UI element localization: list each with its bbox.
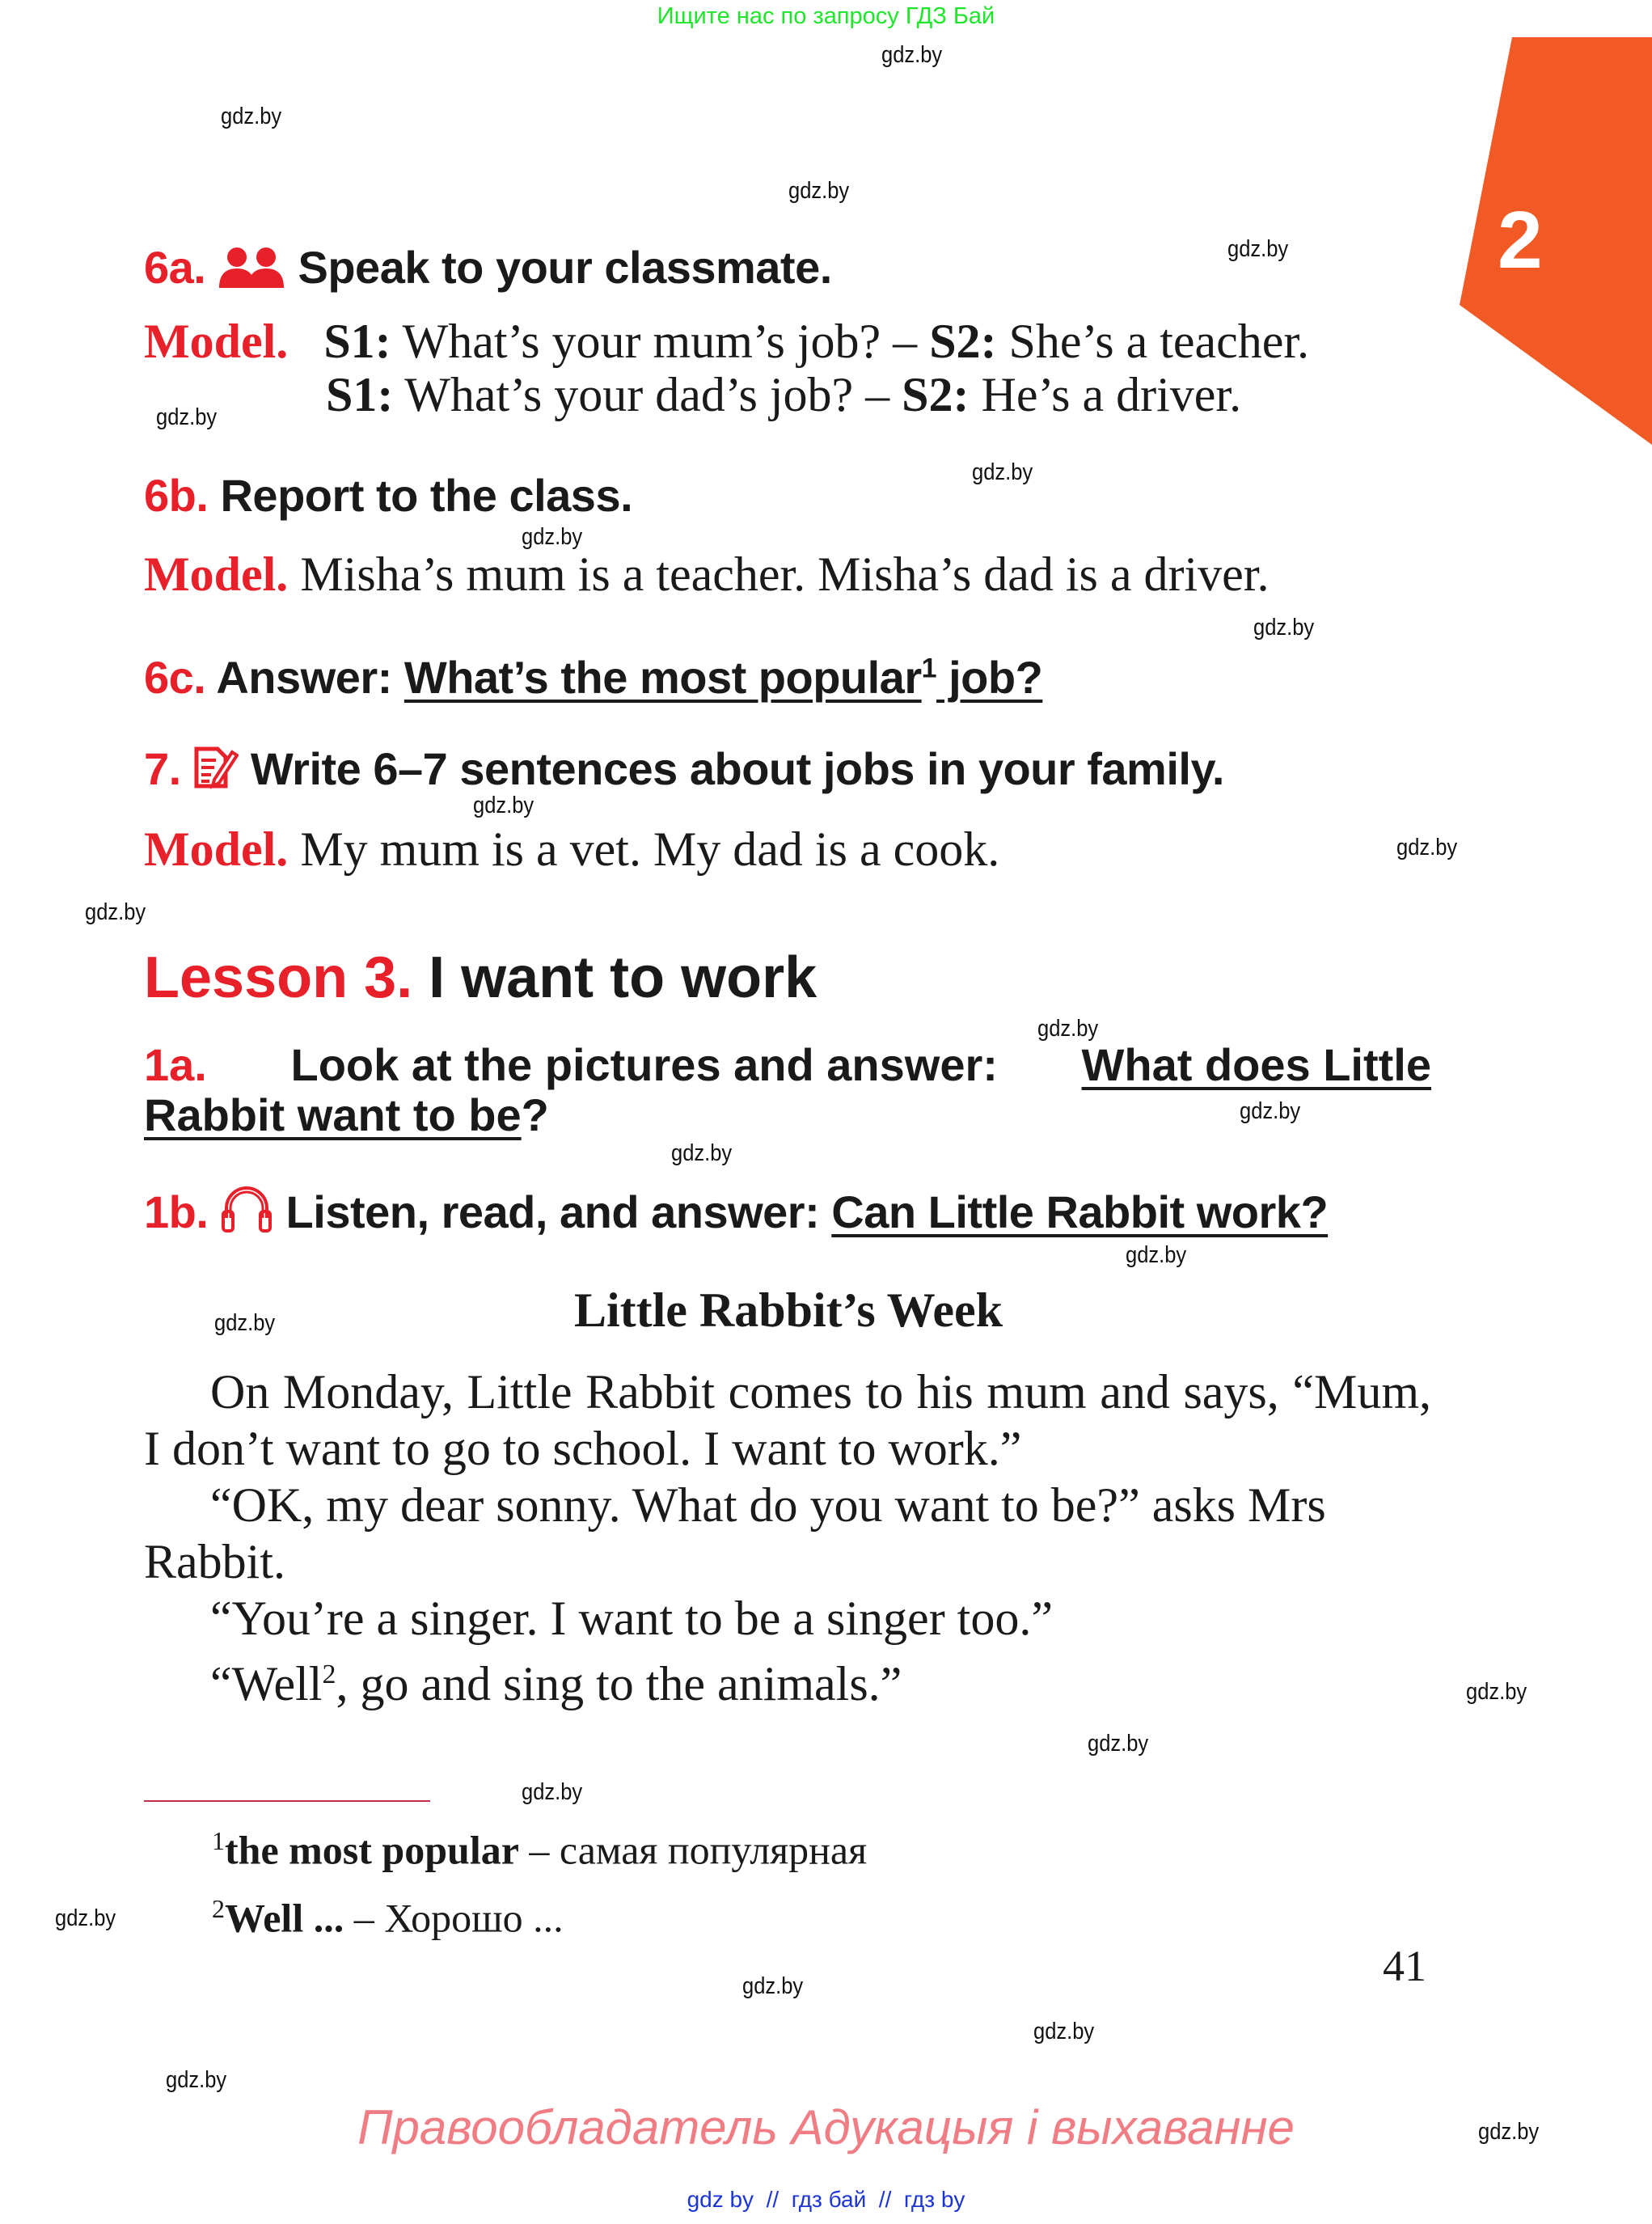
footer-links[interactable]: gdz by // гдз бай // гдз by (687, 2187, 965, 2212)
watermark: gdz.by (156, 404, 218, 430)
watermark: gdz.by (1240, 1098, 1301, 1124)
exercise-1b-heading (144, 1182, 1328, 1243)
answer-text: She’s a teacher. (996, 315, 1310, 368)
footnote-2 (212, 1879, 867, 1947)
exercise-instruction: Write 6–7 sentences about jobs in your family. (250, 743, 1224, 794)
watermark: gdz.by (1126, 1242, 1187, 1268)
footnote-1 (212, 1812, 867, 1879)
footnote-divider (144, 1800, 430, 1802)
watermark: gdz.by (522, 524, 583, 550)
watermark: gdz.by (972, 459, 1033, 485)
watermark: gdz.by (671, 1140, 733, 1166)
top-banner: Ищите нас по запросу ГДЗ Бай (657, 3, 995, 29)
question-text: What’s your mum’s job? – (391, 315, 930, 368)
watermark: gdz.by (1088, 1731, 1149, 1757)
story-paragraph: On Monday, Little Rabbit comes to his mum and says, “Mum, I don’t want to go to school. I want to work.” (144, 1365, 1431, 1475)
lesson-label: Lesson 3. (144, 945, 413, 1010)
story-paragraph: “OK, my dear sonny. What do you want to be?” asks Mrs Rabbit. (144, 1478, 1326, 1588)
watermark: gdz.by (1037, 1016, 1099, 1042)
story-body (144, 1364, 1431, 1712)
watermark: gdz.by (55, 1905, 116, 1931)
speaker-s2: S2: (902, 368, 970, 421)
exercise-1a-line-2 (144, 1090, 1431, 1140)
question-mark: ? (521, 1089, 549, 1140)
exercise-6a-heading (144, 241, 832, 298)
question-text: What’s your dad’s job? – (393, 368, 902, 421)
story-paragraph: “You’re a singer. I want to be a singer too.” (210, 1592, 1053, 1645)
speaker-s2: S2: (929, 315, 997, 368)
model-6a-line-1 (144, 314, 1309, 370)
exercise-number: 1a. (144, 1039, 207, 1090)
exercise-instruction: Speak to your classmate. (298, 242, 832, 293)
pair-work-icon (218, 246, 285, 298)
exercise-question: What’s the most popular (403, 652, 922, 703)
watermark: gdz.by (742, 1973, 804, 1999)
story-text: “Well (210, 1657, 323, 1710)
exercise-number: 6b. (144, 470, 209, 521)
watermark: gdz.by (1253, 615, 1315, 641)
footnote-translation: самая популярная (559, 1827, 868, 1873)
exercise-prefix: Listen, read, and answer: (285, 1186, 832, 1237)
model-label: Model. (144, 822, 289, 876)
watermark: gdz.by (473, 793, 534, 818)
watermark: gdz.by (214, 1310, 276, 1336)
exercise-prefix: Answer: (216, 652, 404, 703)
exercise-question-cont: Rabbit want to be (144, 1089, 522, 1140)
exercise-prefix: Look at the pictures and answer: (290, 1039, 998, 1090)
exercise-question: Can Little Rabbit work? (831, 1186, 1329, 1237)
speaker-s1: S1: (326, 368, 394, 421)
watermark: gdz.by (1478, 2119, 1540, 2145)
watermark: gdz.by (1033, 2019, 1095, 2044)
model-6a-line-2 (326, 367, 1241, 423)
footnote-term: the most popular (225, 1827, 519, 1873)
watermark: gdz.by (1227, 236, 1289, 262)
watermark: gdz.by (221, 104, 282, 129)
chapter-number: 2 (1498, 195, 1543, 285)
watermark: gdz.by (1466, 1679, 1527, 1705)
lesson-name: I want to work (412, 945, 818, 1010)
lesson-title (144, 945, 817, 1011)
exercise-1a-line-1 (144, 1040, 1431, 1090)
exercise-number: 6c. (144, 652, 206, 703)
watermark: gdz.by (166, 2067, 227, 2093)
footnote-mark: 1 (212, 1826, 225, 1855)
footnote-translation: Хорошо ... (384, 1895, 564, 1941)
footnote-dash: – (518, 1827, 560, 1873)
footnote-ref: 2 (322, 1660, 336, 1689)
model-label: Model. (144, 548, 289, 601)
chapter-tab-shape (1439, 24, 1652, 461)
page-number: 41 (1383, 1942, 1426, 1990)
watermark: gdz.by (522, 1779, 583, 1805)
exercise-6c-heading (144, 651, 1042, 704)
watermark: gdz.by (1396, 835, 1458, 860)
speaker-s1: S1: (323, 315, 391, 368)
exercise-7-heading (144, 742, 1224, 800)
exercise-number: 7. (144, 743, 181, 794)
answer-text: He’s a driver. (969, 368, 1242, 421)
footnote-term: Well ... (225, 1895, 344, 1941)
exercise-number: 6a. (144, 242, 206, 293)
exercise-question: What does Little (1081, 1039, 1431, 1090)
footnotes (212, 1812, 867, 1947)
exercise-instruction: Report to the class. (220, 470, 633, 521)
watermark: gdz.by (881, 42, 943, 68)
model-6b (144, 547, 1269, 603)
exercise-number: 1b. (144, 1186, 209, 1237)
model-label: Model. (144, 315, 289, 368)
headphones-icon (220, 1182, 273, 1243)
watermark: gdz.by (85, 899, 146, 925)
watermark: gdz.by (788, 178, 850, 204)
exercise-6b-heading (144, 469, 632, 522)
footnote-ref: 1 (921, 653, 937, 684)
model-7 (144, 822, 999, 877)
model-text: Misha’s mum is a teacher. Misha’s dad is a driver. (288, 548, 1270, 601)
exercise-question-end: job? (936, 652, 1043, 703)
footnote-mark: 2 (212, 1893, 225, 1923)
footnote-dash: – (344, 1895, 385, 1941)
story-text: , go and sing to the animals.” (336, 1657, 902, 1710)
exercise-1a (144, 1040, 1431, 1140)
chapter-tab (1439, 24, 1652, 461)
story-paragraph (144, 1647, 1431, 1712)
story-title: Little Rabbit’s Week (573, 1283, 1003, 1337)
writing-icon (193, 746, 239, 800)
copyright-notice: Правообладатель Адукацыя і выхаванне (357, 2100, 1295, 2154)
model-text: My mum is a vet. My dad is a cook. (288, 822, 1000, 876)
